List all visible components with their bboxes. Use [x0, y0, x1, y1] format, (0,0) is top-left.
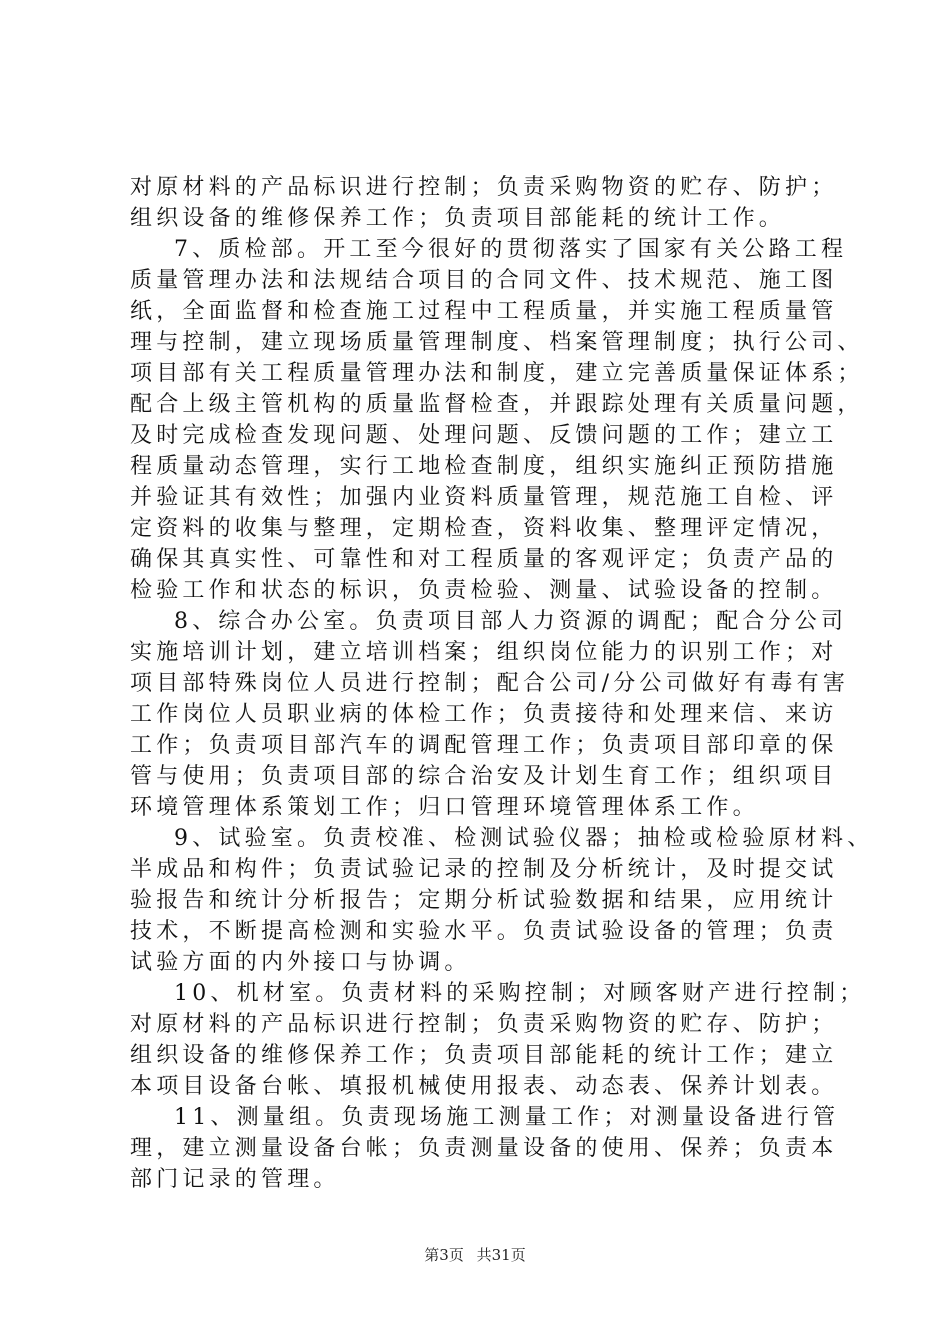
text-line: 纸，全面监督和检查施工过程中工程质量，并实施工程质量管 — [130, 299, 838, 324]
document-body — [130, 172, 874, 1195]
text-line: 部门记录的管理。 — [130, 1167, 340, 1192]
paragraph-start-line: 11、测量组。负责现场施工测量工作；对测量设备进行管 — [174, 1105, 840, 1130]
text-line: 程质量动态管理，实行工地检查制度，组织实施纠正预防措施 — [130, 454, 838, 479]
text-line: 项目部特殊岗位人员进行控制；配合公司/分公司做好有毒有害 — [130, 671, 850, 696]
text-line: 配合上级主管机构的质量监督检查，并跟踪处理有关质量问题， — [130, 392, 864, 417]
text-line: 理，建立测量设备台帐；负责测量设备的使用、保养；负责本 — [130, 1136, 838, 1161]
paragraph-start-line: 9、试验室。负责校准、检测试验仪器；抽检或检验原材料、 — [174, 826, 874, 851]
text-line: 半成品和构件；负责试验记录的控制及分析统计，及时提交试 — [130, 857, 838, 882]
text-line: 组织设备的维修保养工作；负责项目部能耗的统计工作；建立 — [130, 1043, 838, 1068]
text-line: 实施培训计划，建立培训档案；组织岗位能力的识别工作；对 — [130, 640, 838, 665]
text-line: 及时完成检查发现问题、处理问题、反馈问题的工作；建立工 — [130, 423, 838, 448]
page-footer — [0, 1244, 950, 1265]
text-line: 工作；负责项目部汽车的调配管理工作；负责项目部印章的保 — [130, 733, 838, 758]
text-line: 技术，不断提高检测和实验水平。负责试验设备的管理；负责 — [130, 919, 838, 944]
text-line: 项目部有关工程质量管理办法和制度，建立完善质量保证体系； — [130, 361, 864, 386]
text-line: 定资料的收集与整理，定期检查，资料收集、整理评定情况， — [130, 516, 838, 541]
text-line: 验报告和统计分析报告；定期分析试验数据和结果，应用统计 — [130, 888, 838, 913]
paragraph-start-line: 7、质检部。开工至今很好的贯彻落实了国家有关公路工程 — [174, 237, 848, 262]
page-total: 共31页 — [476, 1246, 526, 1264]
text-line: 管与使用；负责项目部的综合治安及计划生育工作；组织项目 — [130, 764, 838, 789]
text-line: 对原材料的产品标识进行控制；负责采购物资的贮存、防护； — [130, 175, 838, 200]
text-line: 检验工作和状态的标识，负责检验、测量、试验设备的控制。 — [130, 578, 838, 603]
text-line: 理与控制，建立现场质量管理制度、档案管理制度；执行公司、 — [130, 330, 864, 355]
text-line: 环境管理体系策划工作；归口管理环境管理体系工作。 — [130, 795, 759, 820]
text-line: 质量管理办法和法规结合项目的合同文件、技术规范、施工图 — [130, 268, 838, 293]
text-line: 并验证其有效性；加强内业资料质量管理，规范施工自检、评 — [130, 485, 838, 510]
text-line: 试验方面的内外接口与协调。 — [130, 950, 471, 975]
text-line: 本项目设备台帐、填报机械使用报表、动态表、保养计划表。 — [130, 1074, 838, 1099]
text-line: 对原材料的产品标识进行控制；负责采购物资的贮存、防护； — [130, 1012, 838, 1037]
page-number: 第3页 — [424, 1246, 464, 1264]
text-line: 确保其真实性、可靠性和对工程质量的客观评定；负责产品的 — [130, 547, 838, 572]
paragraph-start-line: 10、机材室。负责材料的采购控制；对顾客财产进行控制； — [174, 981, 866, 1006]
paragraph-start-line: 8、综合办公室。负责项目部人力资源的调配；配合分公司 — [174, 609, 848, 634]
text-line: 工作岗位人员职业病的体检工作；负责接待和处理来信、来访 — [130, 702, 838, 727]
text-line: 组织设备的维修保养工作；负责项目部能耗的统计工作。 — [130, 206, 786, 231]
